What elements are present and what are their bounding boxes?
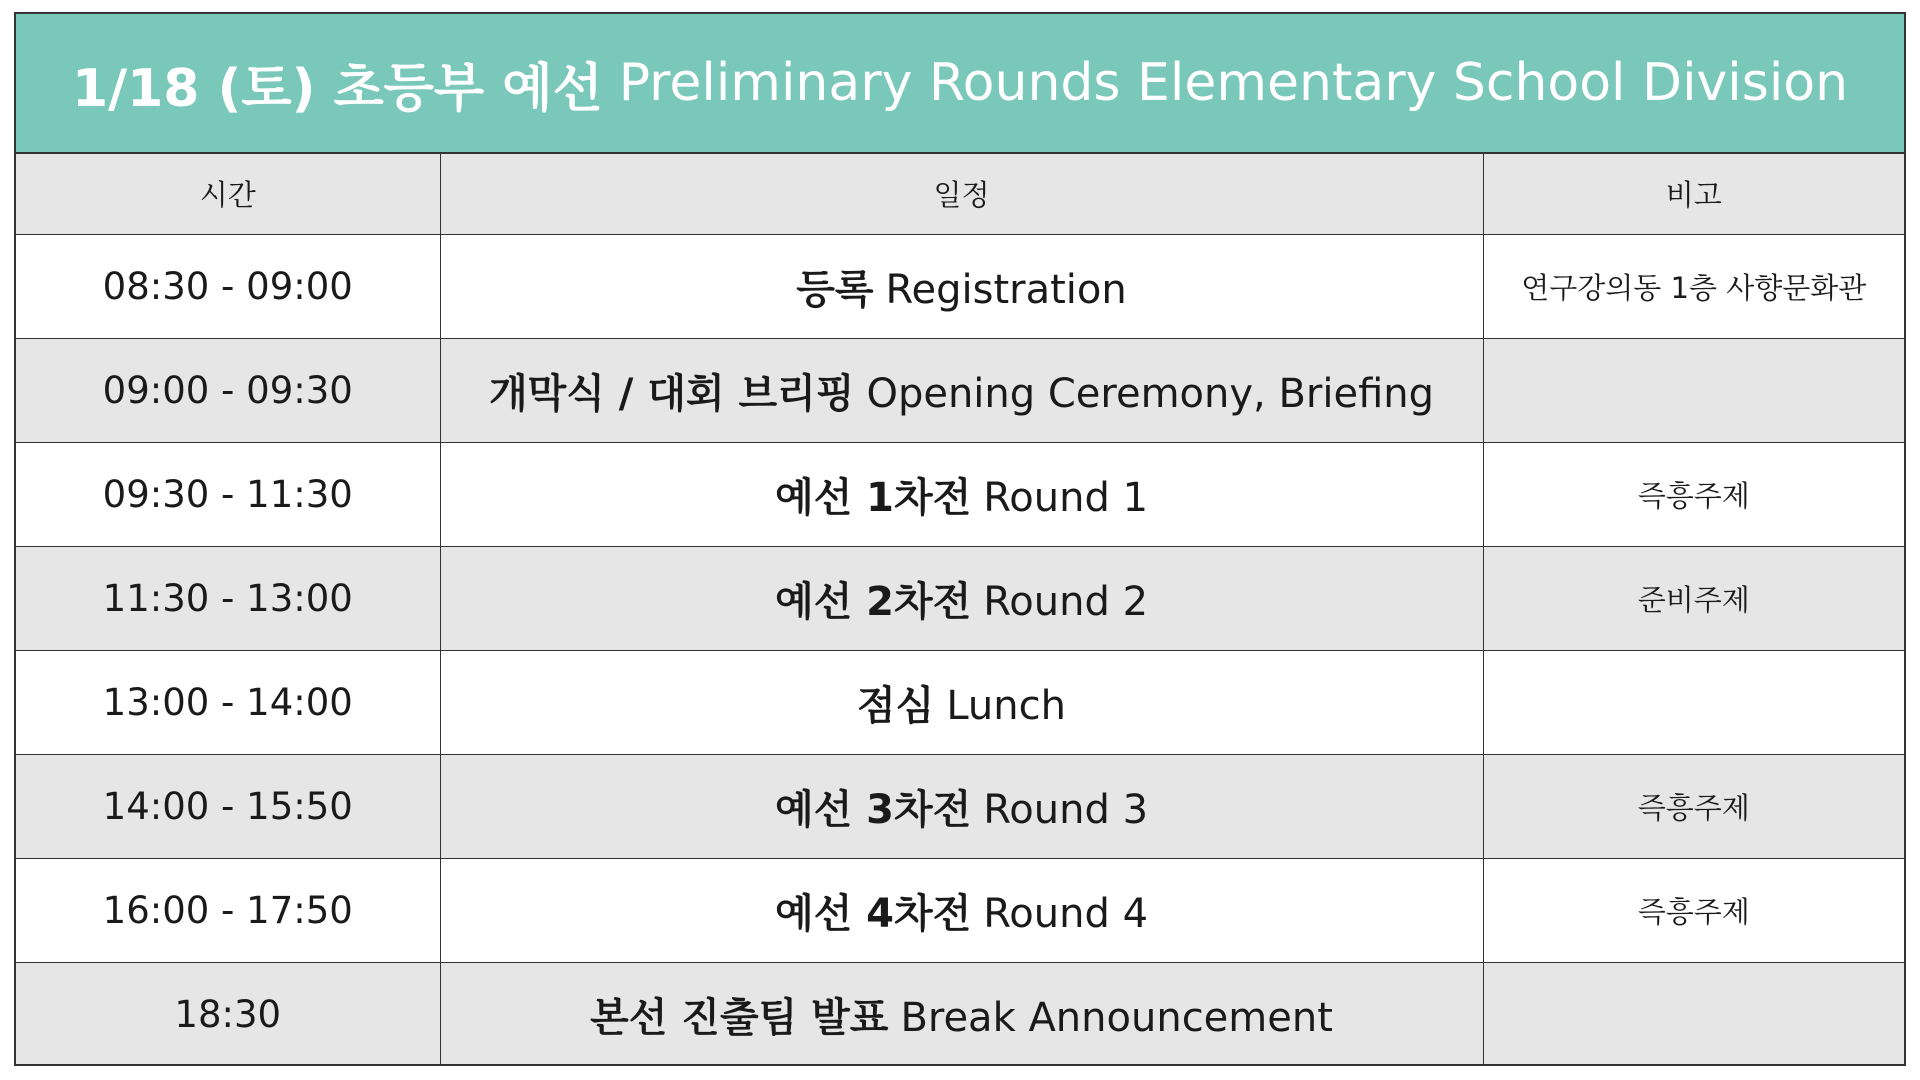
event-english: Round 2 [983,578,1149,625]
schedule-frame [14,12,1906,1066]
schedule-title-bar [16,14,1904,154]
row-event [440,442,1483,546]
schedule-table [16,154,1904,1066]
event-korean: 점심 [857,682,935,729]
event-korean: 개막식 / 대회 브리핑 [488,370,855,417]
event-korean: 예선 1차전 [774,474,972,521]
table-row [16,858,1904,962]
row-time: 14:00 - 15:50 [16,754,440,858]
row-note: 즉흥주제 [1483,442,1904,546]
event-english: Lunch [946,682,1066,729]
row-time: 09:00 - 09:30 [16,338,440,442]
table-row [16,546,1904,650]
title-korean: 1/18 (토) 초등부 예선 [71,58,603,119]
table-row [16,338,1904,442]
row-time: 18:30 [16,962,440,1066]
event-english: Opening Ceremony, Briefing [866,370,1435,417]
row-event [440,962,1483,1066]
row-time: 08:30 - 09:00 [16,234,440,338]
table-row [16,650,1904,754]
event-english: Registration [885,266,1127,313]
event-english: Round 3 [983,786,1149,833]
row-time: 13:00 - 14:00 [16,650,440,754]
table-row [16,962,1904,1066]
row-note [1483,338,1904,442]
header-row [16,154,1904,234]
row-event [440,858,1483,962]
event-korean: 등록 [796,266,874,313]
event-korean: 본선 진출팀 발표 [590,994,889,1041]
row-event [440,338,1483,442]
event-english: Round 4 [983,890,1149,937]
event-english: Round 1 [983,474,1149,521]
header-time: 시간 [16,154,440,234]
row-event [440,754,1483,858]
row-note: 즉흥주제 [1483,754,1904,858]
row-note: 준비주제 [1483,546,1904,650]
header-note: 비고 [1483,154,1904,234]
table-row [16,442,1904,546]
row-note: 연구강의동 1층 사향문화관 [1483,234,1904,338]
row-note [1483,962,1904,1066]
row-event [440,650,1483,754]
header-schedule: 일정 [440,154,1483,234]
title-english: Preliminary Rounds Elementary School Division [618,53,1849,113]
row-event [440,234,1483,338]
event-korean: 예선 2차전 [774,578,972,625]
row-time: 11:30 - 13:00 [16,546,440,650]
row-time: 16:00 - 17:50 [16,858,440,962]
event-korean: 예선 4차전 [774,890,972,937]
event-korean: 예선 3차전 [774,786,972,833]
row-time: 09:30 - 11:30 [16,442,440,546]
row-note [1483,650,1904,754]
row-event [440,546,1483,650]
event-english: Break Announcement [900,994,1333,1041]
row-note: 즉흥주제 [1483,858,1904,962]
table-row [16,754,1904,858]
table-row [16,234,1904,338]
